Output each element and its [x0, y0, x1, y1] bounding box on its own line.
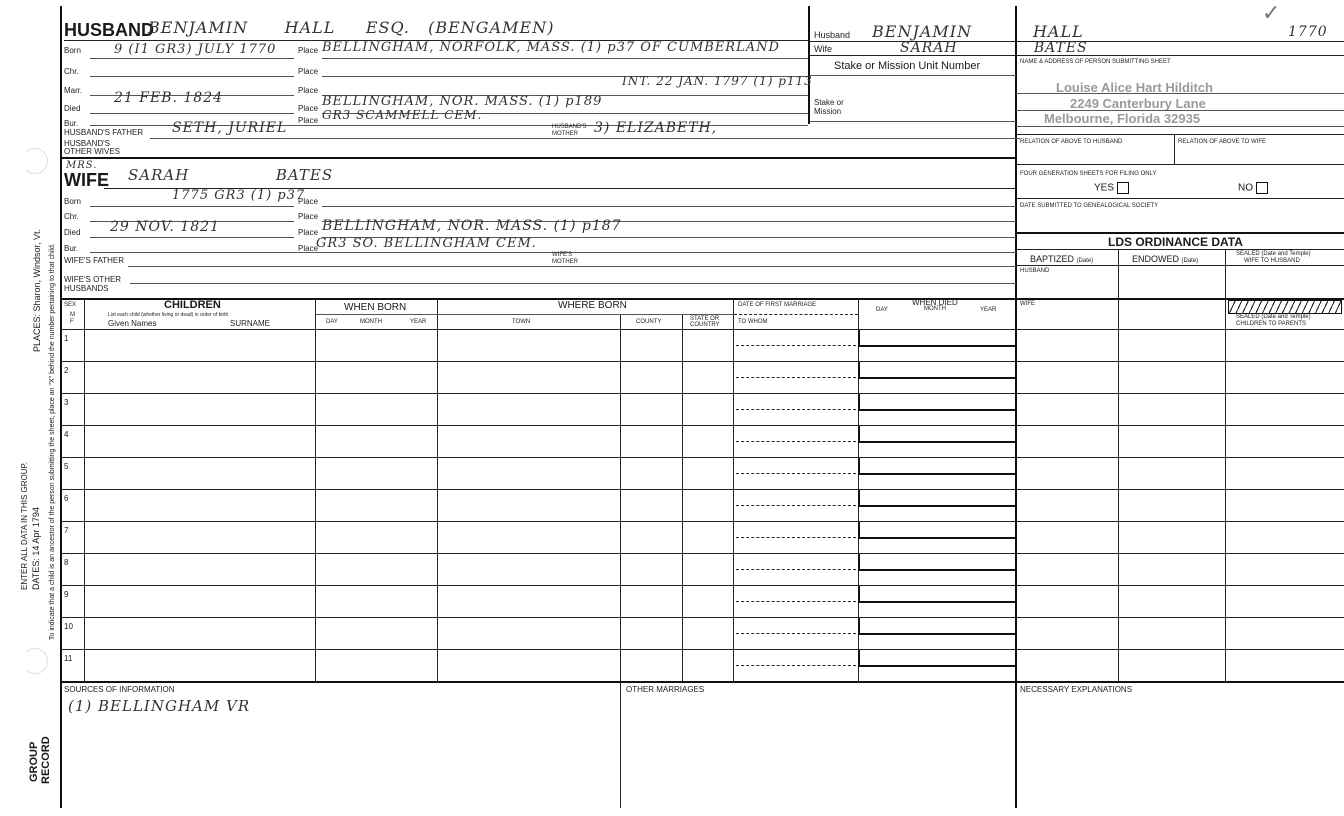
- husband-other-wives-2: OTHER WIVES: [64, 147, 121, 156]
- record-label: RECORD: [40, 736, 52, 784]
- places-note: PLACES: Sharon, Windsor, Vt.: [32, 228, 42, 352]
- lds-sealed-wife-2: WIFE TO HUSBAND: [1244, 258, 1300, 264]
- wife-heading: WIFE: [64, 170, 109, 190]
- lds-sealed-wife-1: SEALED (Date and Temple): [1236, 251, 1311, 257]
- child-died-box: [858, 330, 1016, 347]
- stake-line: [810, 75, 1016, 76]
- children-subtitle: List each child (whether living or dead) in order of birth: [108, 312, 229, 318]
- husband-bur-place-label: Place: [298, 116, 319, 125]
- endowed-date-tag: (Date): [1181, 258, 1199, 264]
- husband-marr-place-label: Place: [298, 86, 319, 95]
- header-wife-line: [810, 55, 1344, 56]
- children-header-bottom: [60, 329, 1344, 330]
- husband-died-label: Died: [64, 104, 81, 113]
- submitter-city: Melbourne, Florida 32935: [1044, 111, 1201, 126]
- child-row-number: 2: [64, 366, 69, 375]
- sex-label: SEX: [64, 302, 77, 308]
- four-gen-no[interactable]: [1238, 182, 1268, 194]
- header-year: 1770: [1288, 24, 1328, 40]
- punch-hole-top: [22, 148, 48, 174]
- child-died-box: [858, 458, 1016, 475]
- child-row-number: 1: [64, 334, 69, 343]
- header-wife-name: SARAH BATES: [900, 40, 1088, 56]
- child-ancestor-note: To indicate that a child is an ancestor of the person submitting the sheet, place an "X" behind the number pertaining to that child.: [49, 243, 56, 640]
- date-submitted-label: DATE SUBMITTED TO GENEALOGICAL SOCIETY: [1020, 203, 1159, 209]
- wife-died-place: BELLINGHAM, NOR. MASS. (1) p187: [322, 218, 622, 234]
- husband-name-handwritten: BENJAMIN HALL ESQ. (BENGAMEN): [148, 18, 555, 37]
- husband-born-date: 9 (I1 GR3) JULY 1770: [114, 42, 277, 57]
- to-whom-label: TO WHOM: [738, 319, 768, 325]
- child-row-number: 10: [64, 622, 73, 631]
- header-husband-label: Husband: [814, 30, 851, 40]
- header-husband-name: BENJAMIN HALL: [872, 22, 1084, 41]
- husband-chr-label: Chr.: [64, 67, 79, 76]
- child-row-line: [60, 553, 1344, 554]
- lds-sealed-children-2: CHILDREN TO PARENTS: [1236, 321, 1307, 327]
- stake-title: Stake or Mission Unit Number: [834, 60, 981, 72]
- husband-marr-intention: INT. 22 JAN. 1797 (1) p113: [622, 74, 813, 88]
- wife-mrs: MRS.: [66, 160, 98, 171]
- child-row-number: 11: [64, 654, 73, 663]
- relation-divider: [1174, 134, 1175, 164]
- wife-bur-place-label: Place: [298, 244, 319, 253]
- no-label: NO: [1238, 182, 1253, 194]
- left-border: [60, 6, 62, 808]
- child-marriage-dash: [736, 537, 856, 538]
- wife-other-husbands-line: [130, 283, 1016, 284]
- husband-born-line-b: [322, 58, 808, 59]
- child-marriage-dash: [736, 441, 856, 442]
- state-label-1: STATE OR: [690, 316, 720, 322]
- lds-title: LDS ORDINANCE DATA: [1108, 235, 1243, 249]
- child-died-box: [858, 650, 1016, 667]
- lds-hatched-box: [1228, 300, 1342, 314]
- lds-baptized: [1030, 254, 1093, 264]
- child-died-box: [858, 426, 1016, 443]
- husband-died-date: 21 FEB. 1824: [114, 90, 224, 106]
- wife-born-label: Born: [64, 197, 81, 206]
- lds-husband-row: HUSBAND: [1020, 268, 1050, 274]
- lds-top-line: [1016, 232, 1344, 234]
- wife-name-handwritten: SARAH BATES: [128, 166, 334, 184]
- checkmark: ✓: [1262, 0, 1281, 25]
- wife-bur-label: Bur.: [64, 244, 79, 253]
- lds-header-line: [1016, 265, 1344, 266]
- child-row-line: [60, 489, 1344, 490]
- husband-mother-label-1: HUSBAND'S: [552, 124, 587, 130]
- child-died-box: [858, 394, 1016, 411]
- child-row-line: [60, 585, 1344, 586]
- given-names-label: Given Names: [108, 319, 157, 328]
- child-marriage-dash: [736, 569, 856, 570]
- child-row-line: [60, 393, 1344, 394]
- wife-died-label: Died: [64, 228, 81, 237]
- husband-chr-line-a: [90, 76, 294, 77]
- child-row-number: 9: [64, 590, 69, 599]
- child-row-line: [60, 425, 1344, 426]
- wife-father-label: WIFE'S FATHER: [64, 256, 125, 265]
- relation-wife-label: RELATION OF ABOVE TO WIFE: [1178, 139, 1267, 145]
- husband-born-place: BELLINGHAM, NORFOLK, MASS. (1) p37 OF CUMBERLAND: [322, 40, 780, 55]
- child-row-number: 7: [64, 526, 69, 535]
- relation-bottom-line: [1016, 164, 1344, 165]
- wife-chr-place-label: Place: [298, 212, 319, 221]
- lds-sealed-children-1: SEALED (Date and Temple): [1236, 314, 1311, 320]
- wife-born-line-b: [322, 206, 1016, 207]
- child-died-box: [858, 554, 1016, 571]
- died-year-label: YEAR: [980, 307, 997, 313]
- child-marriage-dash: [736, 409, 856, 410]
- when-born-label: WHEN BORN: [344, 302, 407, 313]
- four-gen-yes[interactable]: [1094, 182, 1129, 194]
- submitter-street: 2249 Canterbury Lane: [1070, 96, 1206, 111]
- no-checkbox[interactable]: [1256, 182, 1268, 194]
- wife-mother-label-2: MOTHER: [552, 259, 578, 265]
- died-day-label: DAY: [876, 307, 888, 313]
- wife-born-date: 1775 GR3 (1) p37: [172, 188, 306, 203]
- surname-label: SURNAME: [230, 319, 271, 328]
- wife-born-line-a: [90, 206, 294, 207]
- where-born-label: WHERE BORN: [558, 300, 627, 311]
- husband-father-label: HUSBAND'S FATHER: [64, 128, 144, 137]
- child-row-number: 3: [64, 398, 69, 407]
- husband-born-label: Born: [64, 46, 81, 55]
- husband-other-wives-1: HUSBAND'S: [64, 139, 110, 148]
- born-month-label: MONTH: [360, 319, 382, 325]
- child-row-number: 6: [64, 494, 69, 503]
- husband-section-bottom: [60, 157, 1016, 159]
- husband-died-place: BELLINGHAM, NOR. MASS. (1) p189: [322, 94, 603, 109]
- col-county: [620, 314, 621, 808]
- yes-label: YES: [1094, 182, 1115, 194]
- sex-mf: M F: [70, 312, 75, 325]
- wife-bur-place: GR3 SO. BELLINGHAM CEM.: [316, 236, 537, 251]
- stake-label-2: Mission: [814, 107, 842, 116]
- child-marriage-dash: [736, 473, 856, 474]
- child-row-line: [60, 361, 1344, 362]
- husband-mother-name: 3) ELIZABETH,: [594, 120, 718, 136]
- child-row-number: 8: [64, 558, 69, 567]
- husband-bur-place: GR3 SCAMMELL CEM.: [322, 108, 483, 122]
- center-divider: [808, 6, 810, 124]
- endowed-label: ENDOWED: [1132, 254, 1179, 264]
- first-marriage-label: DATE OF FIRST MARRIAGE: [738, 302, 817, 308]
- child-marriage-dash: [736, 505, 856, 506]
- child-died-box: [858, 618, 1016, 635]
- other-marriages-label: OTHER MARRIAGES: [626, 685, 705, 694]
- husband-heading: HUSBAND: [64, 20, 154, 40]
- submitter-line-1: [1016, 93, 1344, 94]
- submitter-line-3: [1016, 126, 1344, 127]
- husband-born-place-label: Place: [298, 46, 319, 55]
- child-row-line: [60, 617, 1344, 618]
- sources-label: SOURCES OF INFORMATION: [64, 685, 175, 694]
- sources-handwritten: (1) BELLINGHAM VR: [68, 697, 251, 715]
- husband-father-line: [150, 138, 1020, 139]
- husband-father-name: SETH, JURIEL: [172, 120, 288, 136]
- col-state: [682, 314, 683, 681]
- children-title: CHILDREN: [164, 299, 221, 311]
- husband-died-place-label: Place: [298, 104, 319, 113]
- husband-bur-label: Bur.: [64, 119, 79, 128]
- lds-wife-row: WIFE: [1020, 301, 1035, 307]
- wife-father-line: [128, 266, 1016, 267]
- wife-born-place-label: Place: [298, 197, 319, 206]
- child-died-box: [858, 522, 1016, 539]
- born-year-label: YEAR: [410, 319, 427, 325]
- born-day-label: DAY: [326, 319, 338, 325]
- submitter-label: NAME & ADDRESS OF PERSON SUBMITTING SHEET: [1020, 59, 1171, 65]
- died-month-label: MONTH: [924, 306, 946, 312]
- child-row-line: [60, 521, 1344, 522]
- where-born-sub-line: [316, 314, 734, 315]
- wife-section-bottom: [60, 298, 1344, 300]
- four-gen-label: FOUR GENERATION SHEETS FOR FILING ONLY: [1020, 171, 1157, 177]
- child-marriage-dash: [736, 377, 856, 378]
- enter-all-data-note: ENTER ALL DATA IN THIS GROUP.: [20, 461, 29, 590]
- child-marriage-dash: [736, 601, 856, 602]
- wife-other-husbands-1: WIFE'S OTHER: [64, 275, 122, 284]
- stake-bottom-line: [810, 121, 1016, 122]
- lds-title-line: [1016, 249, 1344, 250]
- child-died-box: [858, 490, 1016, 507]
- child-marriage-dash: [736, 665, 856, 666]
- wife-died-line-a: [90, 237, 294, 238]
- explanations-label: NECESSARY EXPLANATIONS: [1020, 685, 1133, 694]
- child-row-number: 5: [64, 462, 69, 471]
- group-label: GROUP: [28, 741, 40, 782]
- relation-top-line: [1016, 134, 1344, 135]
- baptized-label: BAPTIZED: [1030, 254, 1075, 264]
- child-died-box: [858, 586, 1016, 603]
- stake-label-1: Stake or: [814, 98, 844, 107]
- when-died-label: WHEN DIED: [912, 298, 958, 307]
- dates-note: DATES: 14 Apr 1794: [31, 507, 41, 590]
- punch-hole-bottom: [22, 648, 48, 674]
- lds-endowed: [1132, 254, 1198, 264]
- child-died-box: [858, 362, 1016, 379]
- first-marriage-dash: [734, 314, 858, 315]
- wife-other-husbands-2: HUSBANDS: [64, 284, 109, 293]
- wife-died-date: 29 NOV. 1821: [110, 219, 220, 235]
- child-row-line: [60, 457, 1344, 458]
- wife-mother-label-1: WIFE'S: [552, 252, 573, 258]
- husband-mother-label-2: MOTHER: [552, 131, 578, 137]
- child-row-line: [60, 649, 1344, 650]
- header-wife-label: Wife: [814, 44, 832, 54]
- child-row-number: 4: [64, 430, 69, 439]
- yes-checkbox[interactable]: [1117, 182, 1129, 194]
- wife-chr-label: Chr.: [64, 212, 79, 221]
- child-marriage-dash: [736, 633, 856, 634]
- wife-died-place-label: Place: [298, 228, 319, 237]
- county-label: COUNTY: [636, 319, 662, 325]
- town-label: TOWN: [512, 319, 531, 325]
- husband-died-line-a: [90, 113, 294, 114]
- state-label-2: COUNTRY: [690, 322, 720, 328]
- husband-born-line-a: [90, 58, 294, 59]
- child-marriage-dash: [736, 345, 856, 346]
- children-table-bottom: [60, 681, 1344, 683]
- relation-husband-label: RELATION OF ABOVE TO HUSBAND: [1020, 139, 1123, 145]
- submitter-name: Louise Alice Hart Hilditch: [1056, 80, 1213, 95]
- husband-chr-place-label: Place: [298, 67, 319, 76]
- husband-marr-label: Marr.: [64, 86, 83, 95]
- baptized-date-tag: (Date): [1076, 258, 1094, 264]
- four-gen-bottom-line: [1016, 198, 1344, 199]
